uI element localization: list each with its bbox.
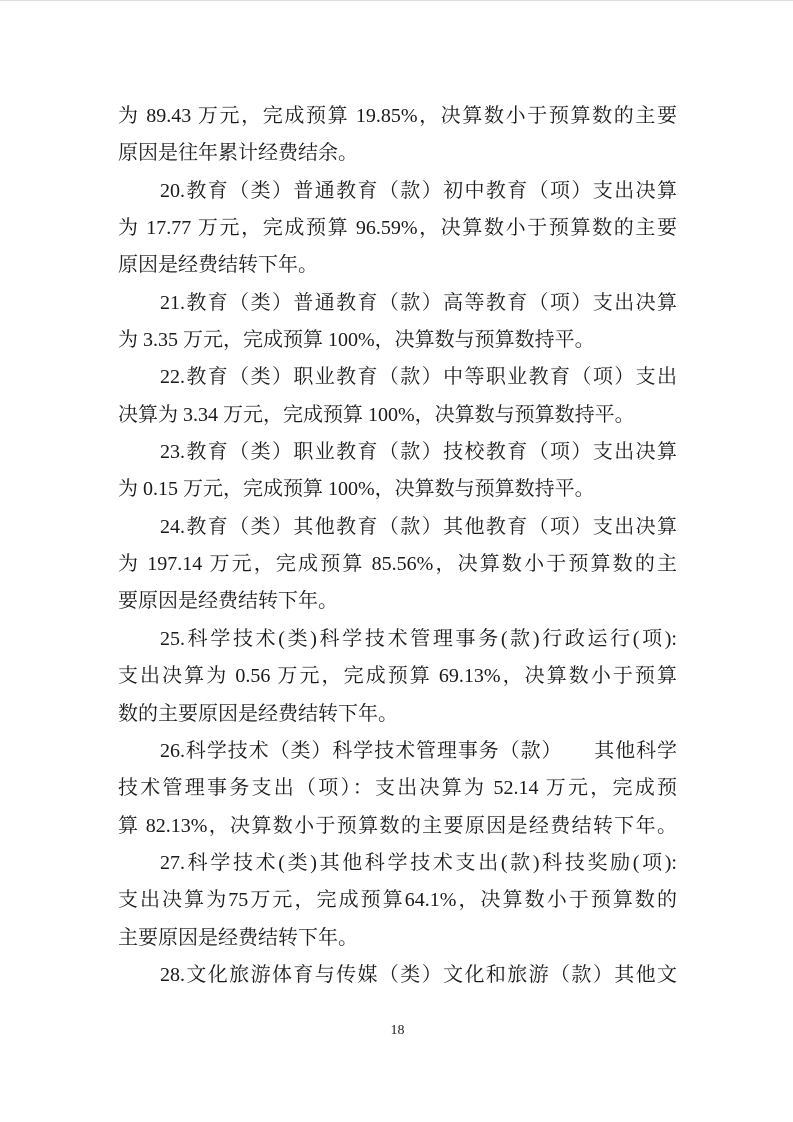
text-line: 技术管理事务支出（项）：支出决算为 52.14 万元，完成预 [118,777,677,800]
text-line: 支出决算为75万元，完成预算64.1%，决算数小于预算数的 [118,889,677,912]
paragraph [118,957,677,994]
text-line: 25.科学技术(类)科学技术管理事务(款)行政运行(项): [160,627,677,650]
page-top-edge [0,0,793,1]
text-line: 算 82.13%，决算数小于预算数的主要原因是经费结转下年。 [118,814,677,837]
paragraph [118,359,677,434]
text-line: 21.教育（类）普通教育（款）高等教育（项）支出决算 [160,291,677,314]
text-line: 20.教育（类）普通教育（款）初中教育（项）支出决算 [160,179,677,202]
paragraph [118,98,677,173]
text-line: 原因是经费结转下年。 [118,254,318,277]
text-line: 24.教育（类）其他教育（款）其他教育（项）支出决算 [160,515,677,538]
text-line: 原因是往年累计经费结余。 [118,142,358,165]
text-line: 数的主要原因是经费结转下年。 [118,702,398,725]
text-line: 为 197.14 万元，完成预算 85.56%，决算数小于预算数的主 [118,553,677,576]
text-line: 主要原因是经费结转下年。 [118,926,358,949]
text-line: 为 17.77 万元，完成预算 96.59%，决算数小于预算数的主要 [118,217,677,240]
text-line: 28.文化旅游体育与传媒（类）文化和旅游（款）其他文 [160,963,677,986]
paragraph [118,509,677,621]
paragraph [118,621,677,733]
text-line: 26.科学技术（类）科学技术管理事务（款） 其他科学 [160,739,677,762]
text-line: 27.科学技术(类)其他科学技术支出(款)科技奖励(项): [160,851,677,874]
text-block [118,98,677,994]
text-line: 为 3.35 万元，完成预算 100%，决算数与预算数持平。 [118,329,595,352]
text-line: 为 89.43 万元，完成预算 19.85%，决算数小于预算数的主要 [118,105,677,127]
paragraph [118,173,677,285]
paragraph [118,845,677,957]
paragraph [118,733,677,845]
paragraph [118,434,677,509]
page-number: 18 [390,1023,405,1038]
text-line: 要原因是经费结转下年。 [118,590,338,613]
paragraph [118,285,677,360]
text-line: 为 0.15 万元，完成预算 100%，决算数与预算数持平。 [118,478,595,501]
text-line: 23.教育（类）职业教育（款）技校教育（项）支出决算 [160,441,677,464]
text-line: 支出决算为 0.56 万元，完成预算 69.13%，决算数小于预算 [118,665,677,688]
text-line: 22.教育（类）职业教育（款）中等职业教育（项）支出 [160,366,677,389]
text-line: 决算为 3.34 万元，完成预算 100%，决算数与预算数持平。 [118,403,635,426]
